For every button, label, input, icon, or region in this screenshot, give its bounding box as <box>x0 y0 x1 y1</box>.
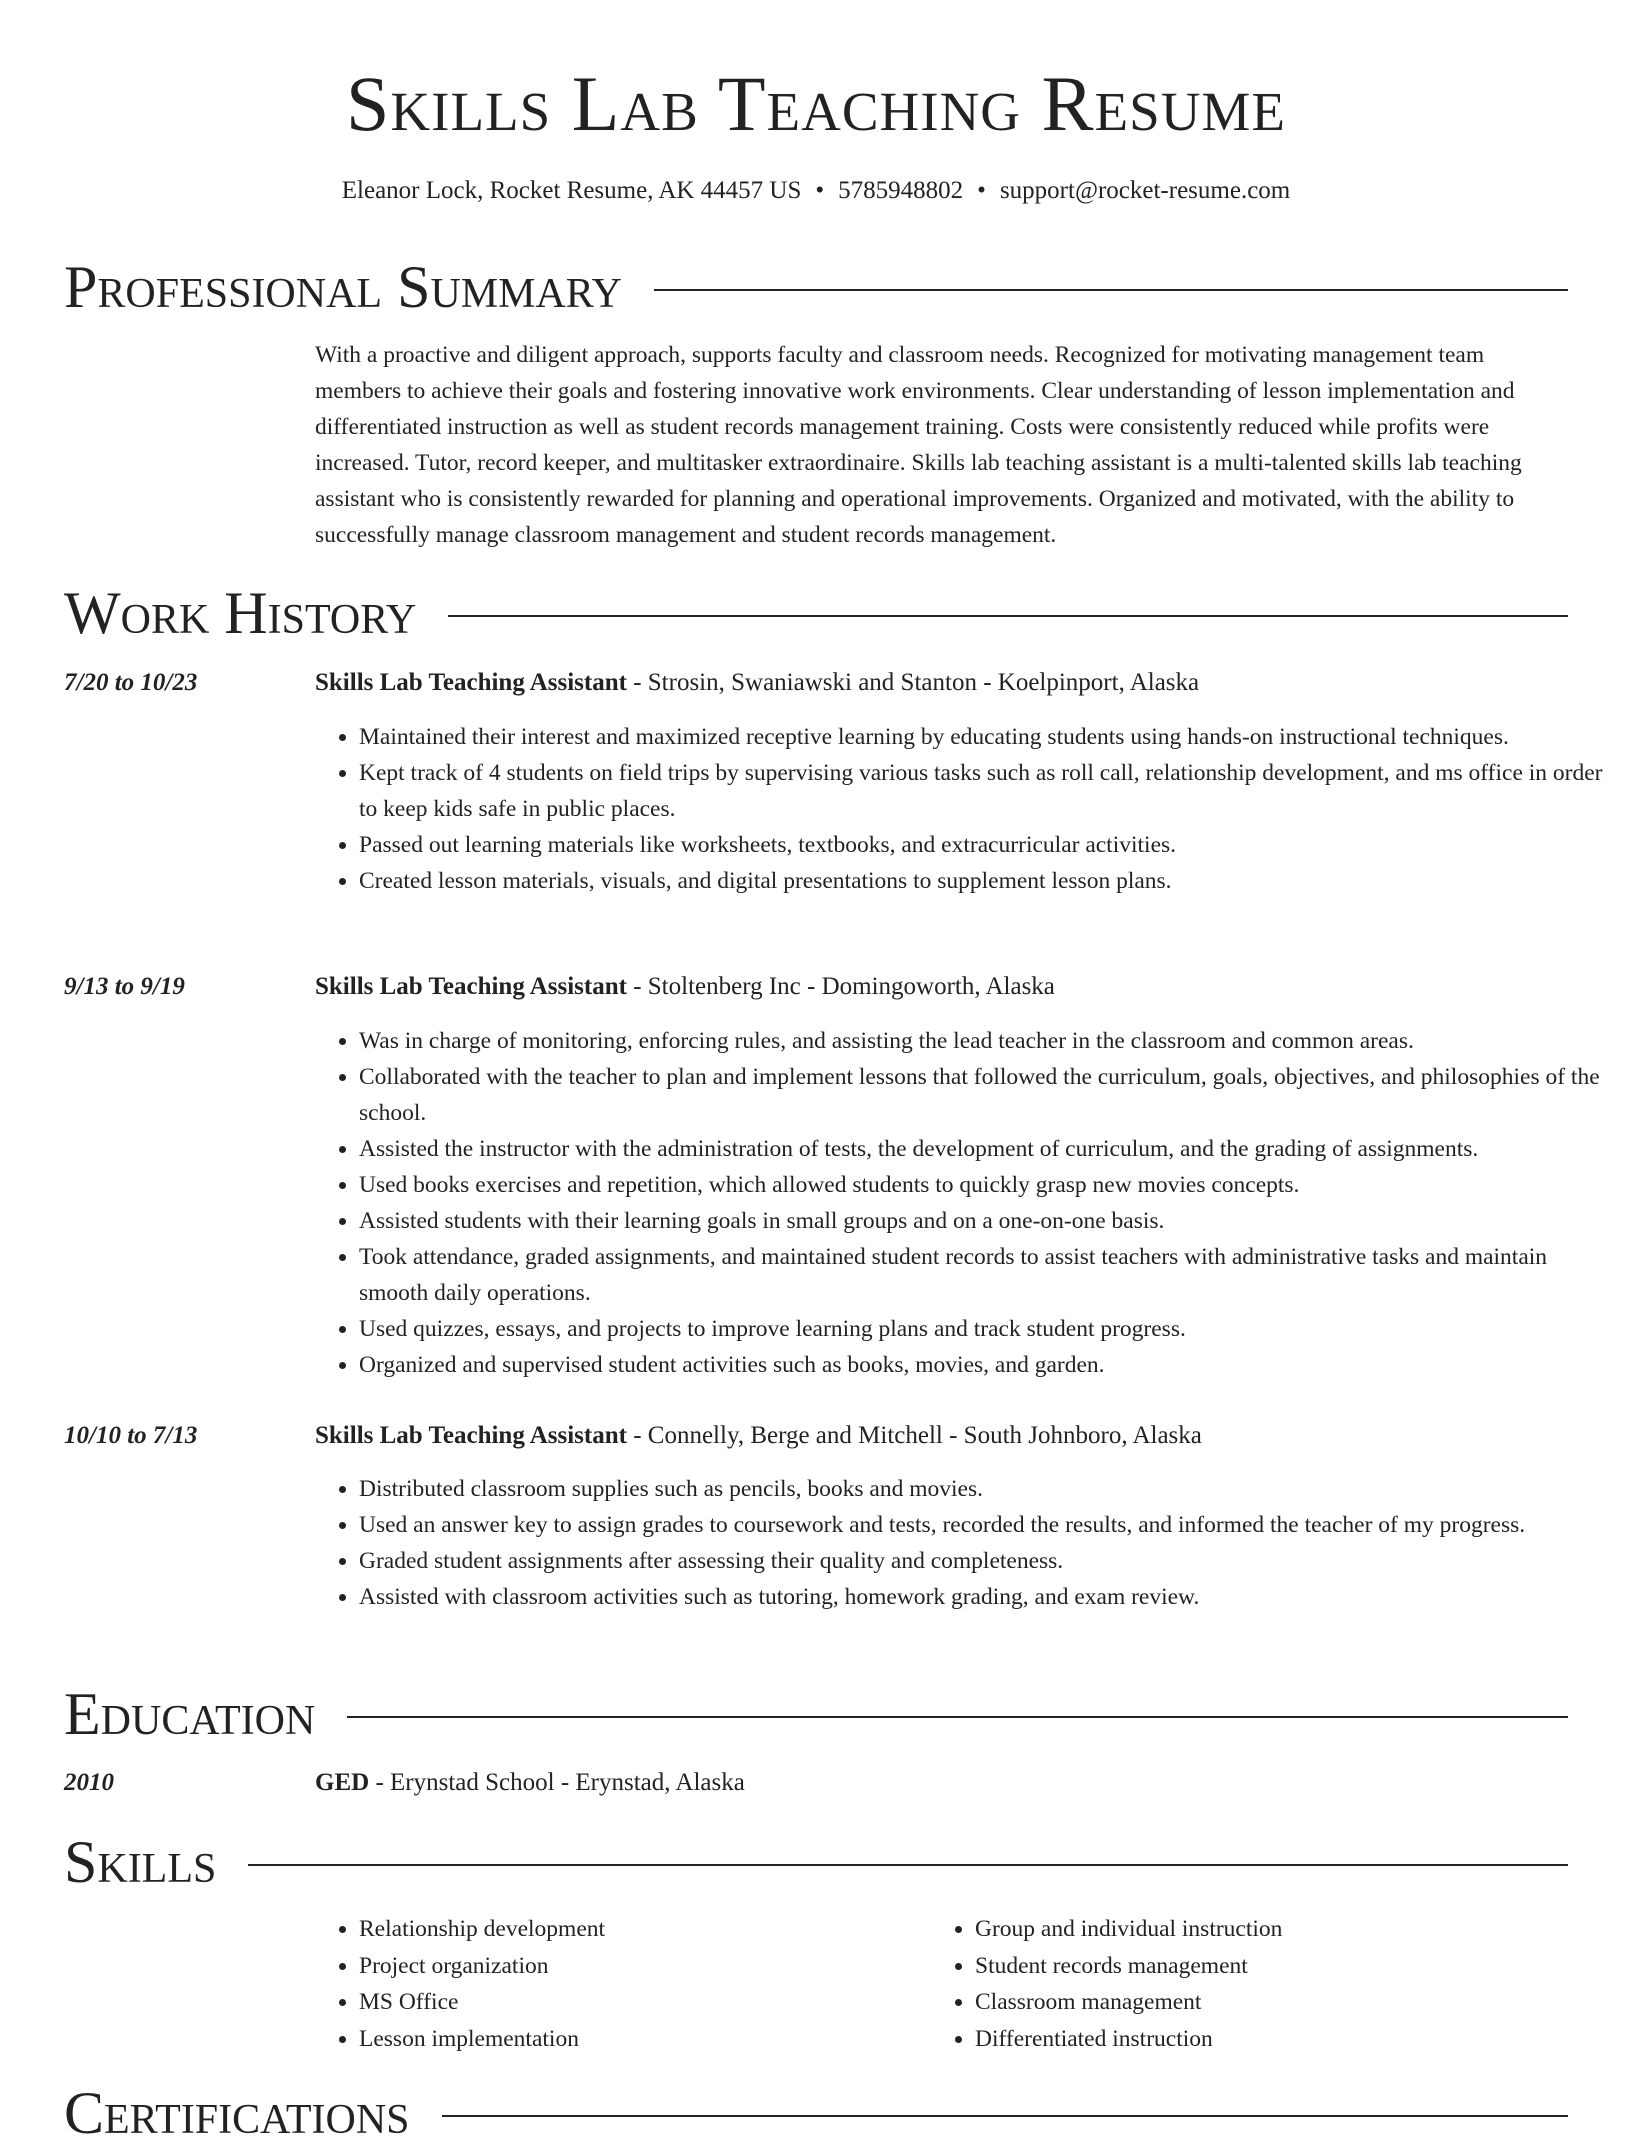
education-section-header <box>64 1679 1568 1749</box>
job-dates: 10/10 to 7/13 <box>64 1422 198 1449</box>
list-item: • Organized and supervised student activities such as books, movies, and garden. <box>359 1347 1615 1383</box>
list-item: • Passed out learning materials like worksheets, textbooks, and extracurricular activities. <box>359 827 1615 863</box>
list-item: • Assisted the instructor with the administration of tests, the development of curriculum, and the grading of assignments. <box>359 1131 1615 1167</box>
skill-item: • Lesson implementation <box>359 2021 959 2058</box>
job-title: Skills Lab Teaching Assistant <box>315 973 627 1000</box>
list-item: • Created lesson materials, visuals, and digital presentations to supplement lesson plans. <box>359 863 1615 899</box>
work-section-header <box>64 578 1568 648</box>
section-rule <box>248 1864 1568 1866</box>
contact-separator: • <box>815 177 825 204</box>
list-item: • Used quizzes, essays, and projects to improve learning plans and track student progress. <box>359 1311 1615 1347</box>
education-details: - Erynstad School - Erynstad, Alaska <box>369 1769 745 1796</box>
job-title: Skills Lab Teaching Assistant <box>315 1422 627 1449</box>
job-dates: 9/13 to 9/19 <box>64 973 185 1000</box>
job-details: - Connelly, Berge and Mitchell - South Johnboro, Alaska <box>626 1422 1202 1449</box>
contact-email: support@rocket-resume.com <box>999 177 1291 204</box>
skill-item: • Group and individual instruction <box>975 1911 1575 1948</box>
skill-item: • Relationship development <box>359 1911 959 1948</box>
resume-title: Skills Lab Teaching Resume <box>346 60 1286 147</box>
education-degree: GED <box>315 1769 370 1796</box>
job-bullets <box>315 1471 1615 1615</box>
contact-phone: 5785948802 <box>838 177 964 204</box>
job-title: Skills Lab Teaching Assistant <box>315 669 627 696</box>
section-rule <box>654 289 1568 291</box>
job-heading <box>315 665 1571 701</box>
skill-item: • Project organization <box>359 1948 959 1985</box>
list-item: • Was in charge of monitoring, enforcing rules, and assisting the lead teacher in the classroom and common areas. <box>359 1023 1615 1059</box>
skill-item: • Differentiated instruction <box>975 2021 1575 2058</box>
job-heading <box>315 969 1571 1005</box>
skill-item: • Classroom management <box>975 1984 1575 2021</box>
job-heading <box>315 1418 1571 1454</box>
job-bullets <box>315 1023 1615 1383</box>
list-item: • Took attendance, graded assignments, and maintained student records to assist teachers with administrative tasks and maintain smooth daily operations. <box>359 1239 1615 1311</box>
section-heading-certifications: Certifications <box>64 2080 410 2146</box>
list-item: • Used books exercises and repetition, which allowed students to quickly grasp new movies concepts. <box>359 1167 1615 1203</box>
skills-list-left <box>315 1911 959 2057</box>
summary-text: With a proactive and diligent approach, supports faculty and classroom needs. Recognized for motivating management team members to achieve their goals and fostering innovative work environments. Clear understanding of lesson implementation and differentiated instruction as well as student records management training. Costs were consistently reduced while profits were increased. Tutor, record keeper, and multitasker extraordinaire. Skills lab teaching assistant is a multi-talented skills lab teaching assistant who is consistently rewarded for planning and operational improvements. Organized and motivated, with the ability to successfully manage classroom management and student records management. <box>315 342 1522 548</box>
contact-address: Eleanor Lock, Rocket Resume, AK 44457 US <box>341 177 802 204</box>
section-heading-work: Work History <box>64 580 417 646</box>
education-year: 2010 <box>64 1769 114 1796</box>
skill-item: • Student records management <box>975 1948 1575 1985</box>
section-rule <box>347 1716 1568 1718</box>
contact-line <box>0 173 1632 209</box>
list-item: • Assisted with classroom activities such as tutoring, homework grading, and exam review. <box>359 1579 1615 1615</box>
section-heading-skills: Skills <box>64 1829 217 1895</box>
list-item: • Maintained their interest and maximized receptive learning by educating students using hands-on instructional techniques. <box>359 719 1615 755</box>
skills-list-right <box>931 1911 1575 2057</box>
section-rule <box>442 2115 1568 2117</box>
section-heading-summary: Professional Summary <box>64 254 622 320</box>
job-dates: 7/20 to 10/23 <box>64 669 198 696</box>
education-line <box>315 1765 1571 1801</box>
list-item: • Assisted students with their learning goals in small groups and on a one-on-one basis. <box>359 1203 1615 1239</box>
job-bullets <box>315 719 1615 899</box>
list-item: • Distributed classroom supplies such as pencils, books and movies. <box>359 1471 1615 1507</box>
section-rule <box>448 615 1568 617</box>
job-details: - Strosin, Swaniawski and Stanton - Koelpinport, Alaska <box>626 669 1200 696</box>
list-item: • Collaborated with the teacher to plan and implement lessons that followed the curriculum, goals, objectives, and philosophies of the school. <box>359 1059 1615 1131</box>
job-details: - Stoltenberg Inc - Domingoworth, Alaska <box>626 973 1055 1000</box>
certifications-section-header <box>64 2078 1568 2148</box>
contact-separator: • <box>977 177 986 204</box>
summary-section-header <box>64 252 1568 322</box>
section-heading-education: Education <box>64 1681 316 1747</box>
list-item: • Used an answer key to assign grades to coursework and tests, recorded the results, and informed the teacher of my progress. <box>359 1507 1615 1543</box>
list-item: • Graded student assignments after assessing their quality and completeness. <box>359 1543 1615 1579</box>
skills-section-header <box>64 1827 1568 1897</box>
skill-item: • MS Office <box>359 1984 959 2021</box>
list-item: • Kept track of 4 students on field trips by supervising various tasks such as roll call, relationship development, and ms office in order to keep kids safe in public places. <box>359 755 1615 827</box>
